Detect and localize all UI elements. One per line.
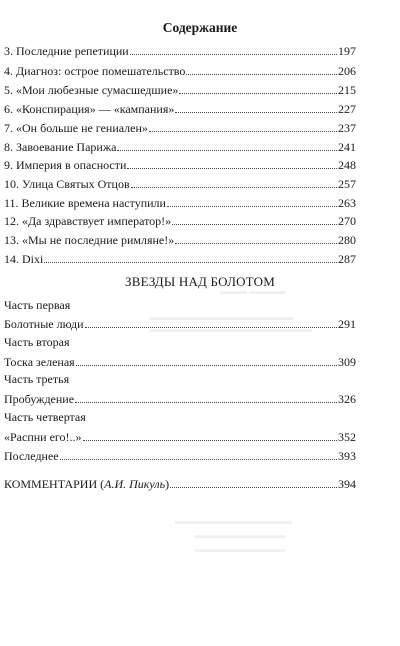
toc-row [4, 194, 356, 210]
toc-label: «Распни его!..» [4, 430, 82, 444]
dot-leader [175, 111, 337, 113]
toc-page-number: 215 [338, 83, 356, 97]
dot-leader [149, 130, 337, 132]
toc-page-number: 352 [338, 430, 356, 444]
toc-row [4, 42, 356, 58]
bleed-through: ▬▬▬ ▬▬▬▬ [220, 286, 286, 296]
toc-page-number: 241 [338, 140, 356, 154]
toc-page-number: 287 [338, 252, 356, 266]
toc-page-number: 197 [338, 44, 356, 58]
toc-row [4, 175, 356, 191]
toc-page-number: 326 [338, 392, 356, 406]
toc-page-number: 280 [338, 233, 356, 247]
toc-row [4, 428, 356, 444]
toc-label: 5. «Мои любезные сумасшедшие» [4, 83, 179, 97]
dot-leader [76, 364, 337, 366]
toc-label: 3. Последние репетиции [4, 44, 129, 58]
toc-page-number: 393 [338, 449, 356, 463]
part-heading: Часть четвертая [4, 410, 86, 424]
toc-label: 4. Диагноз: острое помешательство [4, 64, 186, 78]
commentary-author: А.И. Пикуль [104, 477, 166, 491]
commentary-prefix: КОММЕНТАРИИ ( [4, 477, 105, 491]
page-title: Содержание [162, 20, 238, 35]
toc-row [4, 231, 356, 247]
dot-leader [117, 149, 337, 151]
toc-row [4, 250, 356, 266]
dot-leader [179, 92, 337, 94]
toc-label: 10. Улица Святых Отцов [4, 177, 130, 191]
dot-leader [172, 223, 337, 225]
toc-page-number: 237 [338, 121, 356, 135]
toc-page-number: 270 [338, 214, 356, 228]
dot-leader [131, 186, 337, 188]
bleed-through: ▬▬▬▬▬▬▬▬▬▬▬▬▬▬▬▬▬▬ [150, 324, 312, 334]
toc-page-number: 248 [338, 158, 356, 172]
toc-label: Последнее [4, 449, 59, 463]
dot-leader [127, 167, 337, 169]
toc-page-number: 309 [338, 355, 356, 369]
dot-leader [44, 261, 337, 263]
dot-leader [167, 205, 337, 207]
toc-label: 9. Империя в опасности [4, 158, 127, 172]
part-heading: Часть третья [4, 372, 70, 386]
toc-label: 12. «Да здравствует император!» [4, 214, 172, 228]
toc-page-number: 291 [338, 317, 356, 331]
commentary-suffix: ) [165, 477, 170, 491]
toc-row [4, 62, 356, 78]
dot-leader [170, 486, 337, 488]
dot-leader [75, 401, 337, 403]
toc-page-number: 257 [338, 177, 356, 191]
toc-row [4, 119, 356, 135]
toc-label [4, 477, 169, 491]
toc-page-number: 263 [338, 196, 356, 210]
bleed-through: ▬▬▬▬▬▬▬▬▬▬▬▬▬▬▬▬ [150, 312, 294, 322]
toc-row [4, 447, 356, 463]
toc-label: 13. «Мы не последние римляне!» [4, 233, 175, 247]
toc-row [4, 100, 356, 116]
toc-row [4, 156, 356, 172]
dot-leader [175, 242, 337, 244]
dot-leader [60, 458, 337, 460]
toc-page-number: 206 [338, 64, 356, 78]
bleed-through: ▬▬▬▬▬▬▬▬▬▬ [195, 544, 285, 554]
section-heading: ЗВЕЗДЫ НАД БОЛОТОМ [125, 274, 275, 289]
toc-row [4, 138, 356, 154]
toc-label: Пробуждение [4, 392, 75, 406]
toc-label: 6. «Конспирация» — «кампания» [4, 102, 175, 116]
toc-row [4, 390, 356, 406]
toc-row [4, 212, 356, 228]
dot-leader [83, 439, 337, 441]
toc-label: Болотные люди [4, 317, 84, 331]
part-heading: Часть первая [4, 298, 71, 312]
toc-label: 14. Dixi [4, 252, 44, 266]
toc-label: Тоска зеленая [4, 355, 75, 369]
part-heading: Часть вторая [4, 335, 70, 349]
toc-page-number: 227 [338, 102, 356, 116]
toc-page-number: 394 [338, 477, 356, 491]
toc-label: 8. Завоевание Парижа [4, 140, 117, 154]
dot-leader [186, 73, 337, 75]
bleed-through: ▬▬▬▬▬▬▬▬▬▬ [195, 530, 285, 540]
toc-row-commentary [4, 475, 356, 491]
bleed-through: ▬▬▬▬▬▬▬▬▬▬▬▬▬ [175, 516, 292, 526]
toc-label: 7. «Он больше не гениален» [4, 121, 148, 135]
toc-label: 11. Великие времена наступили [4, 196, 166, 210]
dot-leader [130, 53, 337, 55]
toc-row [4, 81, 356, 97]
toc-row [4, 353, 356, 369]
